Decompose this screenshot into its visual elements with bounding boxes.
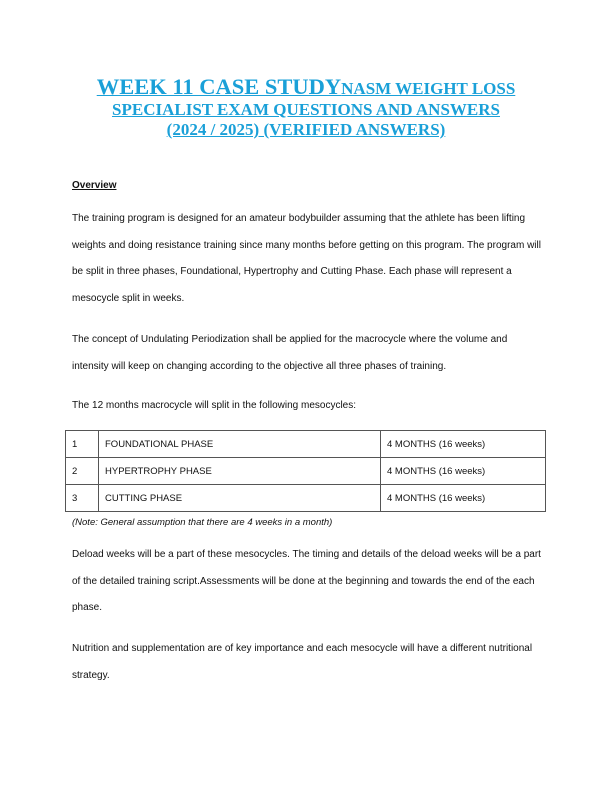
- paragraph-intro: The training program is designed for an amateur bodybuilder assuming that the athlete has been lifting weights and doing resistance training since many months before getting on this program. The program will be split in three phases, Foundational, Hypertrophy and Cutting Phase. Each phase will represent a mesocycle split in weeks.: [72, 213, 541, 304]
- paragraph-macrocycle: The 12 months macrocycle will split in the following mesocycles:: [72, 400, 356, 411]
- table-row: [66, 485, 546, 512]
- paragraph-deload: Deload weeks will be a part of these mesocycles. The timing and details of the deload weeks will be a part of the detailed training script.Assessments will be done at the beginning and towards the end of the each phase.: [72, 549, 541, 613]
- section-heading: Overview: [72, 180, 117, 191]
- table-cell-number: 3: [66, 485, 99, 512]
- table-cell-phase: CUTTING PHASE: [99, 485, 381, 512]
- title-line2: SPECIALIST EXAM QUESTIONS AND ANSWERS: [112, 100, 500, 119]
- paragraph-periodization: The concept of Undulating Periodization shall be applied for the macrocycle where the volume and intensity will keep on changing according to the objective all three phases of training.: [72, 334, 508, 372]
- document-title: [60, 74, 552, 140]
- table-cell-phase: FOUNDATIONAL PHASE: [99, 431, 381, 458]
- table-cell-phase: HYPERTROPHY PHASE: [99, 458, 381, 485]
- table-note: (Note: General assumption that there are 4 weeks in a month): [72, 517, 333, 528]
- table-cell-duration: 4 MONTHS (16 weeks): [381, 431, 546, 458]
- paragraph-nutrition: Nutrition and supplementation are of key importance and each mesocycle will have a different nutritional strategy.: [72, 643, 533, 681]
- table-cell-number: 2: [66, 458, 99, 485]
- mesocycle-table: [65, 430, 546, 512]
- table-row: [66, 458, 546, 485]
- title-part2: NASM WEIGHT LOSS: [341, 79, 516, 98]
- table-row: [66, 431, 546, 458]
- table-cell-duration: 4 MONTHS (16 weeks): [381, 458, 546, 485]
- table-cell-number: 1: [66, 431, 99, 458]
- title-part1: WEEK 11 CASE STUDY: [96, 74, 342, 99]
- table-cell-duration: 4 MONTHS (16 weeks): [381, 485, 546, 512]
- title-line3: (2024 / 2025) (VERIFIED ANSWERS): [166, 120, 446, 139]
